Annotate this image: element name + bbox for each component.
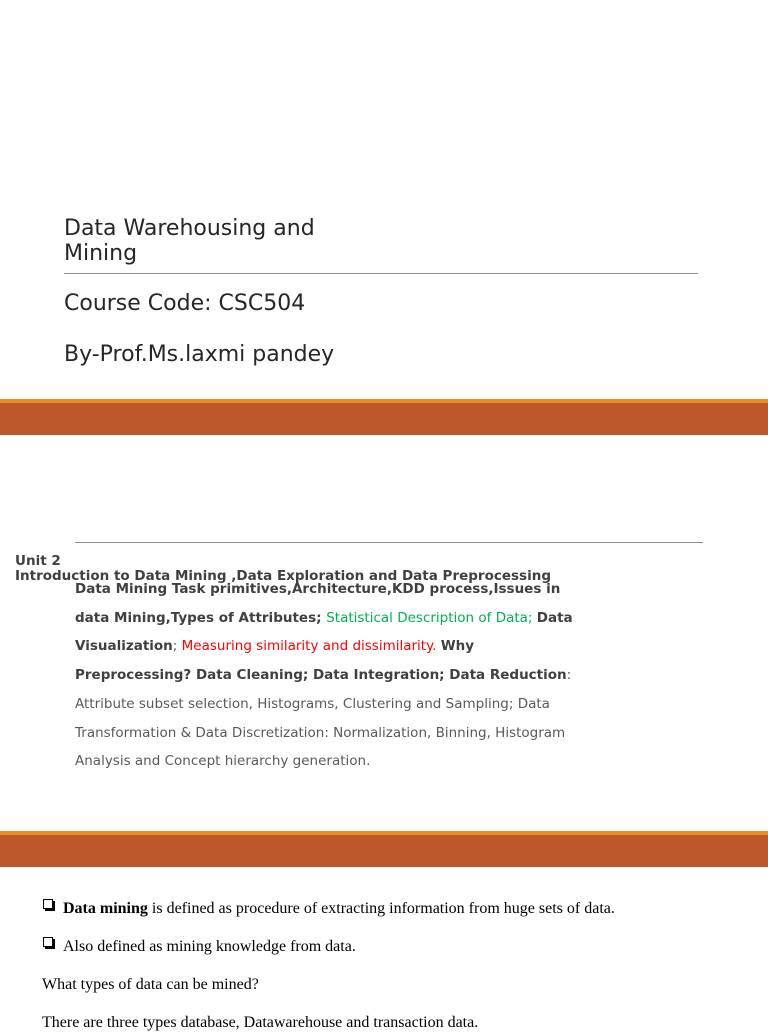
data-types-line: There are three types database, Datawarehouse and transaction data. <box>42 1014 479 1031</box>
course-code: Course Code: CSC504 <box>64 291 306 316</box>
title-slide <box>0 0 768 400</box>
syllabus-topics-preprocessing: Why Preprocessing? Data Cleaning; Data Integration; Data Reduction <box>75 638 567 684</box>
definition-bullet <box>63 900 615 918</box>
syllabus-topic-green: Statistical Description of Data; <box>326 609 537 626</box>
unit-number: Unit 2 <box>15 553 61 569</box>
slide-title: Data Warehousing and Mining <box>64 216 315 266</box>
syllabus-topics-rest: : Attribute subset selection, Histograms, Clustering and Sampling; Data Transformation & Data Discretization: Normalization, Binning, Histogram Analysis and Concept hierarchy generation. <box>75 667 572 770</box>
definition-slide <box>0 867 768 1031</box>
syllabus-period: . <box>432 638 441 655</box>
syllabus-topic-red: Measuring similarity and dissimilarity <box>181 638 433 655</box>
syllabus-slide <box>0 435 768 831</box>
checkbox-bullet-icon <box>43 937 53 947</box>
slide-separator <box>0 831 768 867</box>
title-divider <box>64 273 698 274</box>
syllabus-topics-bold: Data Mining Task primitives,Architecture,KDD process,Issues in data Mining,Types of Attributes; <box>75 581 561 626</box>
syllabus-body <box>75 575 580 776</box>
unit-title: Introduction to Data Mining ,Data Exploration and Data Preprocessing <box>15 568 551 584</box>
author-line: By-Prof.Ms.laxmi pandey <box>64 342 335 367</box>
term-data-mining: Data mining <box>63 900 148 917</box>
checkbox-bullet-icon <box>43 899 53 909</box>
question-line: What types of data can be mined? <box>42 976 259 993</box>
slide-separator <box>0 399 768 435</box>
syllabus-divider <box>75 542 703 543</box>
alt-definition-bullet: Also defined as mining knowledge from data. <box>63 938 356 955</box>
syllabus-separator: ; <box>172 638 182 655</box>
syllabus-topic-visualization: Data Visualization <box>75 609 573 655</box>
definition-text: is defined as procedure of extracting information from huge sets of data. <box>147 900 615 917</box>
